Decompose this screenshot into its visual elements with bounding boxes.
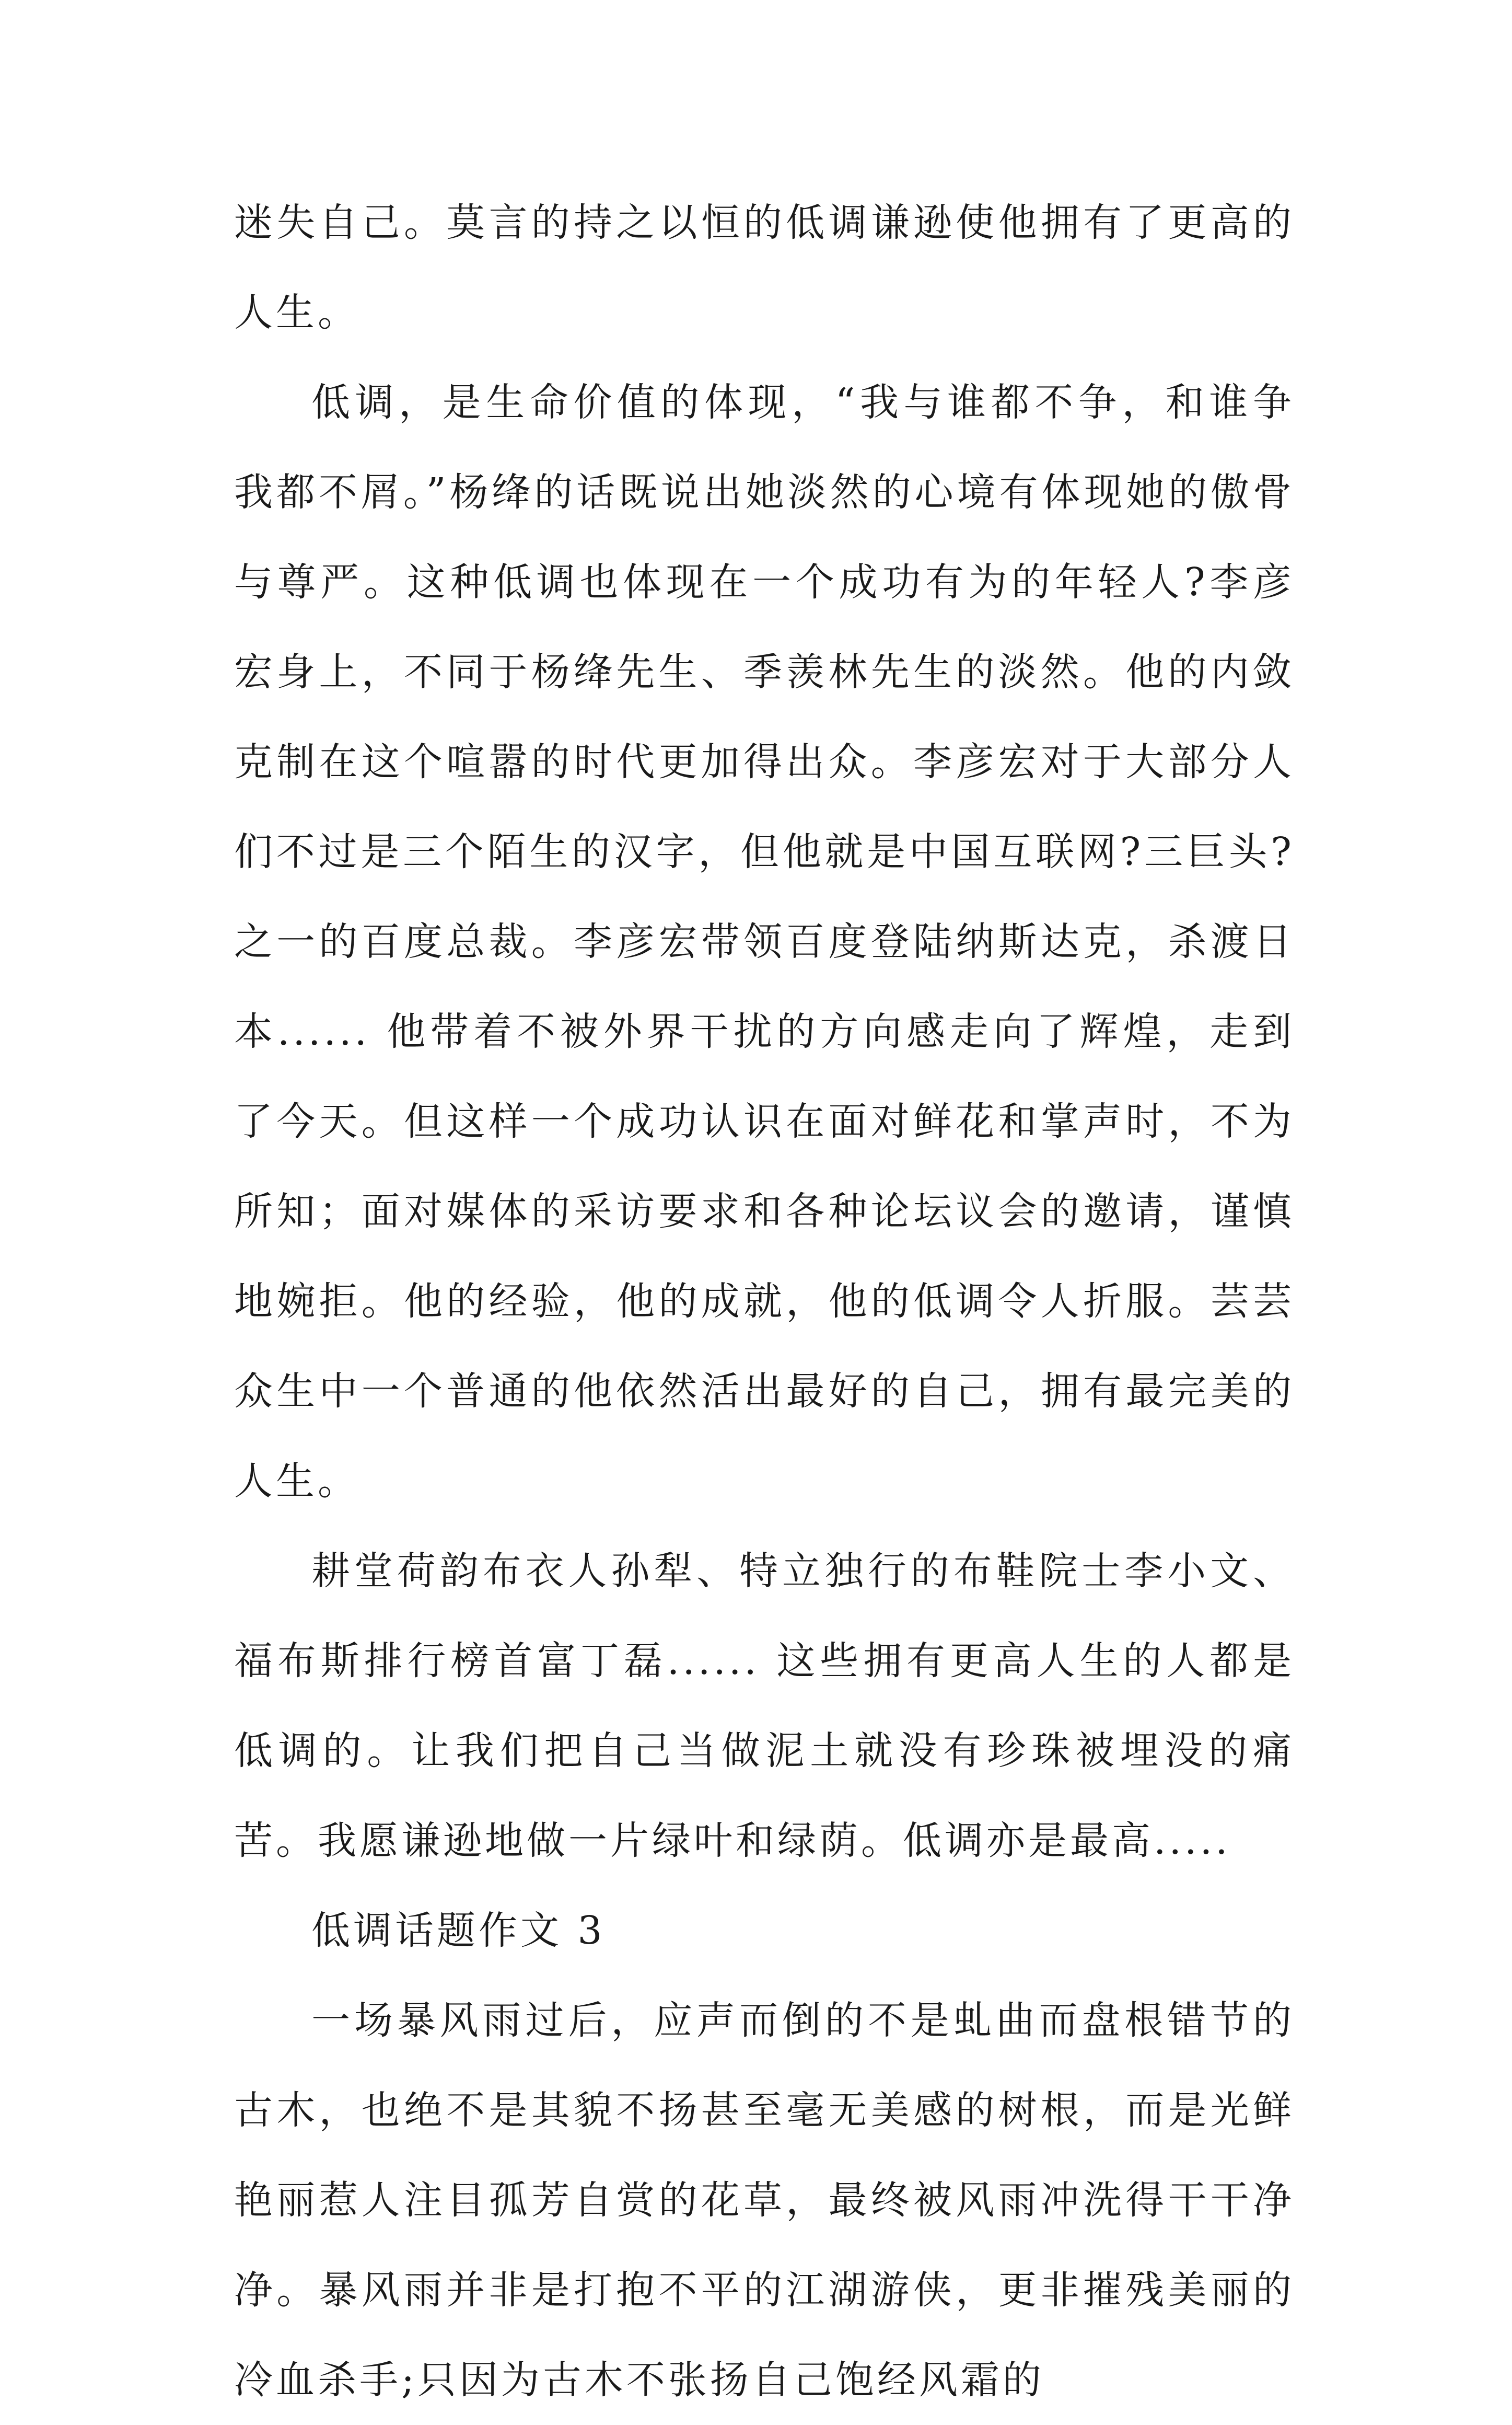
section-heading: 低调话题作文 3 [311,1908,606,1953]
paragraph-4: 一场暴风雨过后，应声而倒的不是虬曲而盘根错节的古木，也绝不是其貌不扬甚至毫无美感的树根，而是光鲜艳丽惹人注目孤芳自赏的花草，最终被风雨冲洗得干干净净。暴风雨并非是打抱不平的江湖游侠，更非摧残美丽的冷血杀手;只因为古木不张扬自己饱经风霜的 [234,1998,1295,2403]
paragraph-2: 低调，是生命价值的体现，“我与谁都不争，和谁争我都不屑。”杨绛的话既说出她淡然的心境有体现她的傲骨与尊严。这种低调也体现在一个成功有为的年轻人?李彦宏身上，不同于杨绛先生、季羡林先生的淡然。他的内敛克制在这个喧嚣的时代更加得出众。李彦宏对于大部分人们不过是三个陌生的汉字，但他就是中国互联网?三巨头?之一的百度总裁。李彦宏带领百度登陆纳斯达克，杀渡日本...... 他带着不被外界干扰的方向感走向了辉煌，走到了今天。但这样一个成功认识在面对鲜花和掌声时，不为所知；面对媒体的采访要求和各种论坛议会的邀请，谨慎地婉拒。他的经验，他的成就，他的低调令人折服。芸芸众生中一个普通的他依然活出最好的自己，拥有最完美的人生。 [234,380,1295,1504]
text-column [234,178,1295,2425]
paragraph-1: 迷失自己。莫言的持之以恒的低调谦逊使他拥有了更高的人生。 [234,200,1295,335]
paragraph-3: 耕堂荷韵布衣人孙犁、特立独行的布鞋院士李小文、福布斯排行榜首富丁磊...... 这些拥有更高人生的人都是低调的。让我们把自己当做泥土就没有珍珠被埋没的痛苦。我愿谦逊地做一片绿叶和绿荫。低调亦是最高..... [234,1549,1295,1863]
